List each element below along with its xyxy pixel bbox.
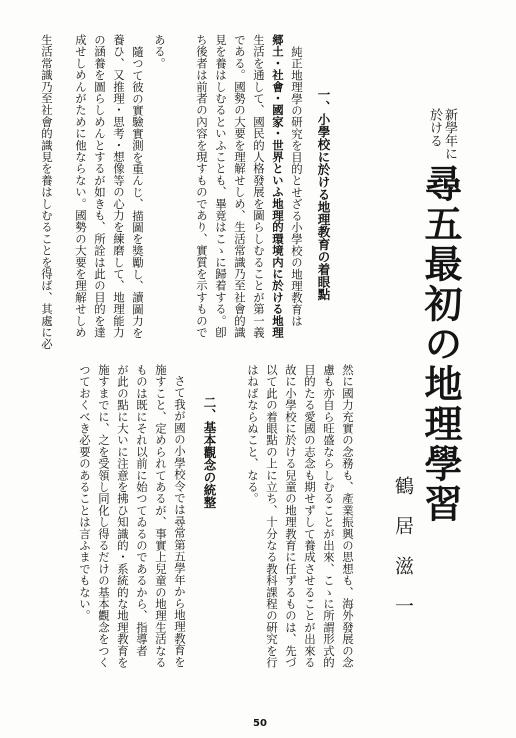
section-1-line: 見を養はしむるといふことも、畢竟はこゝに歸着する。卽	[214, 34, 228, 339]
section-1-cont-line: 慮も亦自ら旺盛ならしむることが出來、こゝに所謂形式的	[322, 364, 336, 669]
section-2-line: 施すこと、定められてあるが、事實上兒童の地理生活なる	[154, 364, 168, 669]
section-1-line: 生活を通して、國民的人格發展を圖らしむることが第一義	[252, 34, 266, 339]
subtitle-line-1: 新學年に	[442, 108, 457, 160]
section-2-line: ものは既にそれ以前に始つてゐるのであるから、指導者	[135, 364, 149, 657]
section-1-line: ある。	[153, 34, 167, 70]
subtitle-line-2: 於ける	[427, 108, 442, 147]
section-1-heading: 一、小學校に於ける地理教育の着眼點	[316, 88, 331, 301]
section-1-line: 純正地理學の研究を目的とせざる小學校の地理教育は	[290, 46, 304, 327]
section-1-cont-line: 以て此の着眼點の上に立ち、十分なる教科課程の硏究を行	[265, 364, 279, 669]
section-1-line: 成せしめんがために他ならない。國勢の大要を理解せしめ	[74, 34, 88, 339]
section-1-line: 養ひ、又推理・思考・想像等の心力を練磨して、地理能力	[112, 34, 126, 339]
section-2-line: さて我が國の小學校令では尋常第五學年から地理教育を	[173, 375, 187, 668]
section-1-cont-line: 目的たる愛國の志念も期せずして養成させることが出來る	[303, 364, 317, 669]
section-2-line: が此の點に大いに注意を拂ひ知識的・系統的な地理教育を	[116, 364, 130, 669]
section-1-line: 郷土・社會・國家・世界といふ地理的環境内に於ける地理	[271, 34, 285, 339]
article-title: 尋五最初の地理學習	[418, 164, 463, 524]
section-2-line: 施すまでに、之を受領し同化し得るだけの基本觀念をつく	[97, 364, 111, 669]
section-1-cont-line: はねばならぬこと、なる。	[246, 364, 260, 505]
section-1-line: である。國勢の大要を理解せしめ、生活常識乃至社會的識	[233, 34, 247, 339]
section-2-heading: 二、基本觀念の統整	[202, 396, 217, 509]
section-1-cont-line: 故に小學校に於ける兒童の地理教育に任ずるものは、先づ	[284, 364, 298, 669]
section-1-line: の涵養を圖らしめんとするが如きも、所詮は此の目的を達	[93, 34, 107, 339]
section-1-line: 隨つて彼の實驗實測を重んじ、描圖を獎勵し、讀圖力を	[131, 46, 145, 339]
section-1-line: ち後者は前者の內容を現すものであり、實質を示すもので	[195, 34, 209, 339]
section-1-cont-line: 然に國力充實の念務も、產業振興の思想も、海外發展の念	[341, 364, 355, 669]
author-name: 鶴居滋一	[392, 476, 414, 636]
page-number: 50	[253, 718, 267, 729]
section-1-line: 生活常識乃至社會的識見を養はしむることを得ば、其處に必	[40, 34, 54, 350]
section-2-line: つておくべき必要のあることは言ふまでもない。	[78, 364, 92, 622]
